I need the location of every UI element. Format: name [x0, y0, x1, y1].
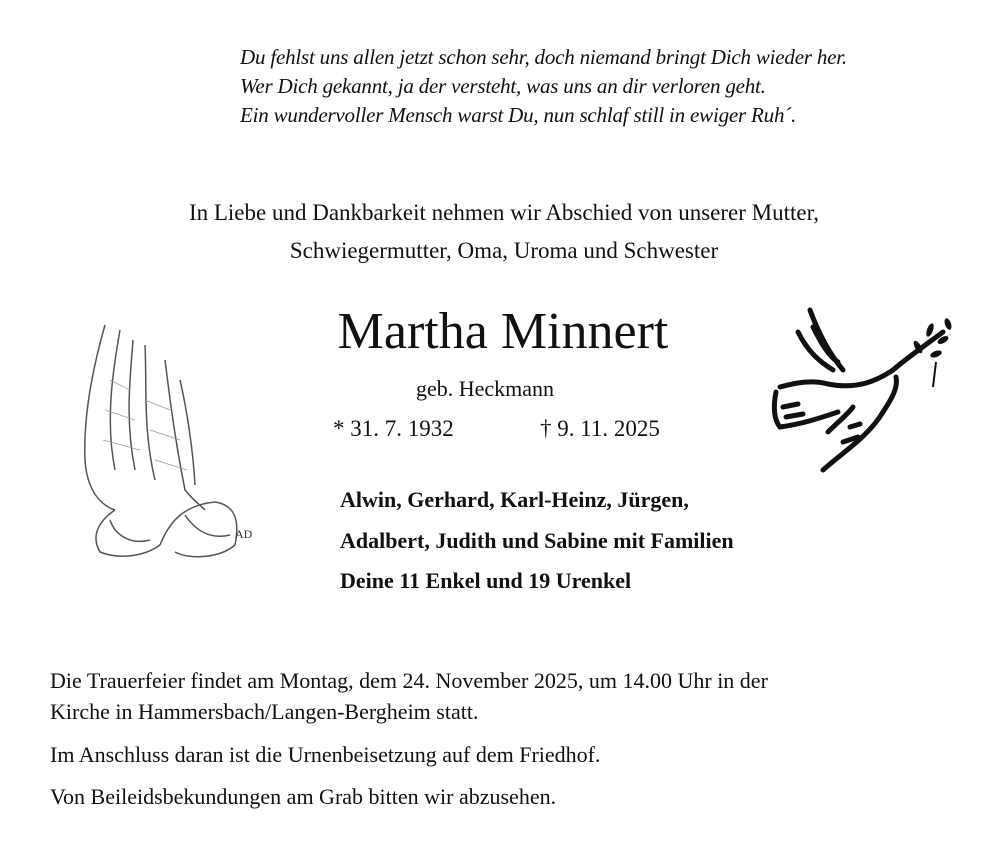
mourners-line-2: Adalbert, Judith und Sabine mit Familien	[340, 528, 734, 553]
monogram: AD	[235, 527, 253, 541]
poem-line-3: Ein wundervoller Mensch warst Du, nun schlaf still in ewiger Ruh´.	[240, 103, 797, 127]
dove-icon	[768, 302, 960, 476]
mourners-line-1: Alwin, Gerhard, Karl-Heinz, Jürgen,	[340, 487, 689, 512]
intro-line-1: In Liebe und Dankbarkeit nehmen wir Abschied von unserer Mutter,	[188, 200, 820, 225]
info-line-3: Im Anschluss daran ist die Urnenbeisetzung auf dem Friedhof.	[50, 742, 601, 767]
info-line-4: Von Beileidsbekundungen am Grab bitten wir abzusehen.	[50, 784, 557, 809]
info-line-1: Die Trauerfeier findet am Montag, dem 24. November 2025, um 14.00 Uhr in der	[50, 668, 768, 693]
praying-hands-icon	[75, 320, 263, 566]
poem-line-1: Du fehlst uns allen jetzt schon sehr, doch niemand bringt Dich wieder her.	[240, 45, 847, 69]
deceased-name: Martha Minnert	[337, 303, 669, 360]
birth-date: * 31. 7. 1932	[333, 416, 454, 441]
info-line-2: Kirche in Hammersbach/Langen-Bergheim statt.	[50, 699, 479, 724]
birth-name: geb. Heckmann	[416, 376, 555, 401]
death-date: † 9. 11. 2025	[540, 416, 660, 441]
intro-line-2: Schwiegermutter, Oma, Uroma und Schwester	[289, 238, 719, 263]
mourners-line-3: Deine 11 Enkel und 19 Urenkel	[340, 568, 632, 593]
poem-line-2: Wer Dich gekannt, ja der versteht, was uns an dir verloren geht.	[240, 74, 766, 98]
